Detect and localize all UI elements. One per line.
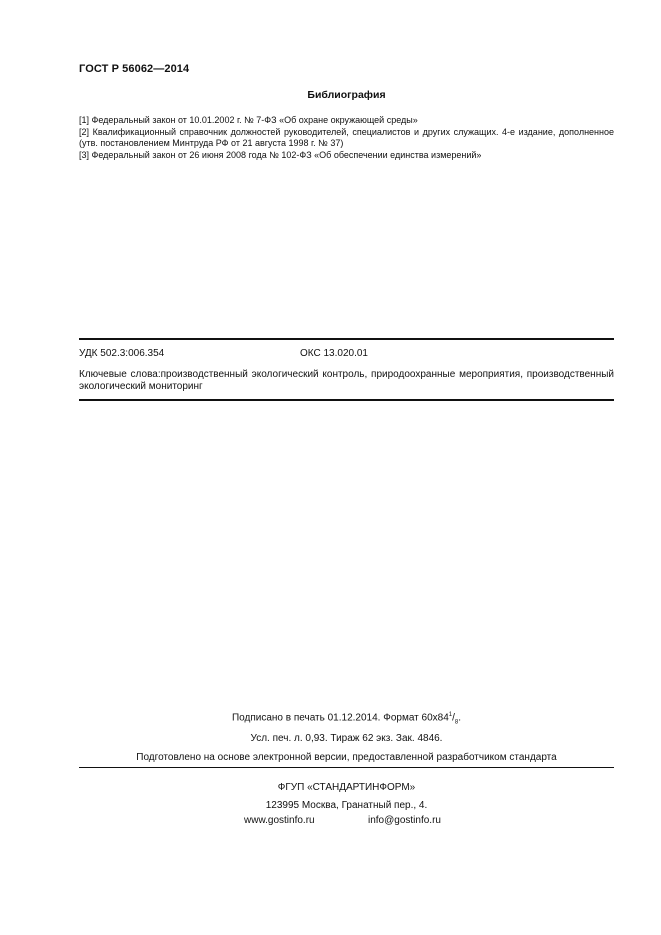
prepared-from-electronic-line: Подготовлено на основе электронной версии, предоставленной разработчиком стандарта bbox=[136, 752, 557, 763]
publisher-address: 123995 Москва, Гранатный пер., 4. bbox=[265, 800, 428, 811]
signed-for-print-text: Подписано в печать 01.12.2014. Формат 60х84 bbox=[231, 712, 449, 724]
bibliography-item-3: [3] Федеральный закон от 26 июня 2008 года № 102-ФЗ «Об обеспечении единства измерений» bbox=[79, 149, 482, 160]
format-fraction-denominator: 8 bbox=[454, 719, 459, 726]
bibliography-item-2: [2] Квалификационный справочник должностей руководителей, специалистов и других служащих. 4-е издание, дополненное (утв. постановлением Минтруда РФ от 21 августа 1998 г. № 37) bbox=[79, 126, 614, 148]
signed-for-print-line: Подписано в печать 01.12.2014. Формат $60х84^1/_8$. bbox=[231, 712, 462, 726]
udk-code: УДК 502.3:006.354 bbox=[79, 348, 165, 359]
document-code-header: ГОСТ Р 56062—2014 bbox=[79, 63, 190, 75]
classification-top-rule bbox=[79, 338, 614, 340]
oks-code: ОКС 13.020.01 bbox=[300, 348, 368, 359]
email-link[interactable]: info@gostinfo.ru bbox=[368, 815, 441, 826]
website-link[interactable]: www.gostinfo.ru bbox=[244, 815, 315, 826]
bibliography-item-1: [1] Федеральный закон от 10.01.2002 г. № 7-ФЗ «Об охране окружающей среды» bbox=[79, 115, 418, 125]
keywords-text: Ключевые слова:производственный экологический контроль, природоохранные мероприятия, производственный экологический мониторинг bbox=[79, 369, 614, 392]
classification-bottom-rule bbox=[79, 399, 614, 401]
print-sheets-line: Усл. печ. л. 0,93. Тираж 62 экз. Зак. 4846. bbox=[250, 733, 443, 744]
format-fraction-numerator: 1 bbox=[448, 712, 453, 718]
bibliography-list bbox=[79, 115, 614, 161]
publisher-name: ФГУП «СТАНДАРТИНФОРМ» bbox=[277, 782, 416, 793]
bibliography-title: Библиография bbox=[307, 89, 386, 101]
imprint-divider bbox=[79, 767, 614, 768]
